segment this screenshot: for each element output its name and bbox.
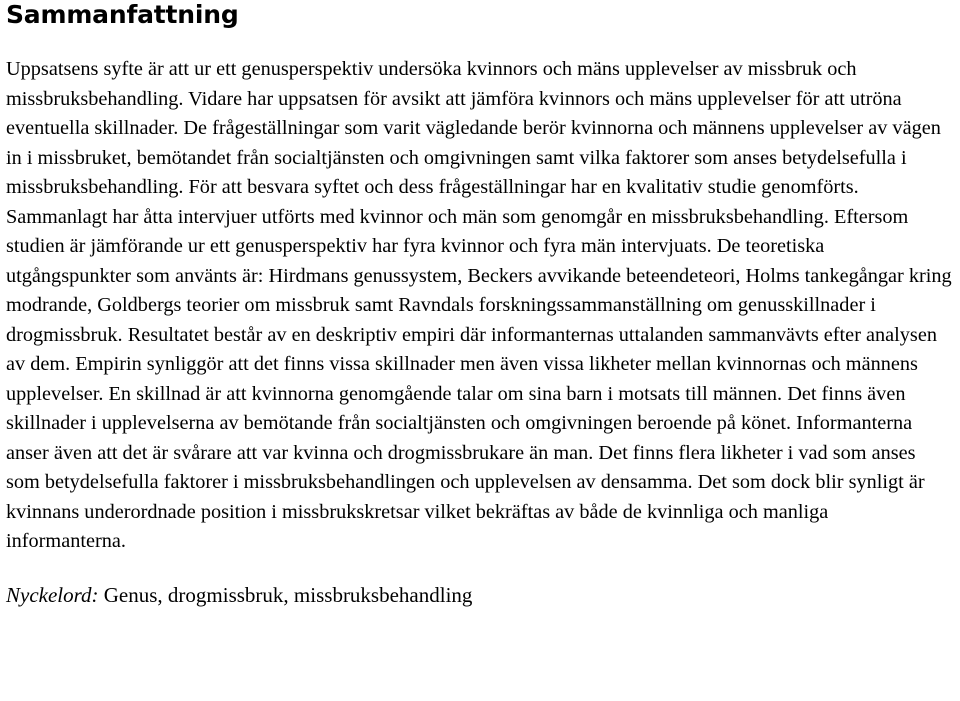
keywords-line	[6, 580, 952, 610]
abstract-paragraph: Uppsatsens syfte är att ur ett genusperspektiv undersöka kvinnors och mäns upplevelser av missbruk och missbruksbehandling. Vidare har uppsatsen för avsikt att jämföra kvinnors och mäns upplevelser för att utröna eventuella skillnader. De frågeställningar som varit vägledande berör kvinnorna och männens upplevelser av vägen in i missbruket, bemötandet från socialtjänsten och omgivningen samt vilka faktorer som anses betydelsefulla i missbruksbehandling. För att besvara syftet och dess frågeställningar har en kvalitativ studie genomförts. Sammanlagt har åtta intervjuer utförts med kvinnor och män som genomgår en missbruksbehandling. Eftersom studien är jämförande ur ett genusperspektiv har fyra kvinnor och fyra män intervjuats. De teoretiska utgångspunkter som använts är: Hirdmans genussystem, Beckers avvikande beteendeteori, Holms tankegångar kring modrande, Goldbergs teorier om missbruk samt Ravndals forskningssammanställning om genusskillnader i drogmissbruk. Resultatet består av en deskriptiv empiri där informanternas uttalanden sammanvävts efter analysen av dem. Empirin synliggör att det finns vissa skillnader men även vissa likheter mellan kvinnornas och männens upplevelser. En skillnad är att kvinnorna genomgående talar om sina barn i motsats till männen. Det finns även skillnader i upplevelserna av bemötande från socialtjänsten och omgivningen beroende på könet. Informanterna anser även att det är svårare att var kvinna och drogmissbrukare än man. Det finns flera likheter i vad som anses som betydelsefulla faktorer i missbruksbehandlingen och upplevelsen av densamma. Det som dock blir synligt är kvinnans underordnade position i missbrukskretsar vilket bekräftas av både de kvinnliga och manliga informanterna.	[6, 58, 952, 552]
page-title: Sammanfattning	[6, 0, 239, 29]
document-page	[6, 0, 952, 610]
keywords-label: Nyckelord:	[6, 582, 99, 607]
keywords-text: Genus, drogmissbruk, missbruksbehandling	[98, 582, 473, 607]
